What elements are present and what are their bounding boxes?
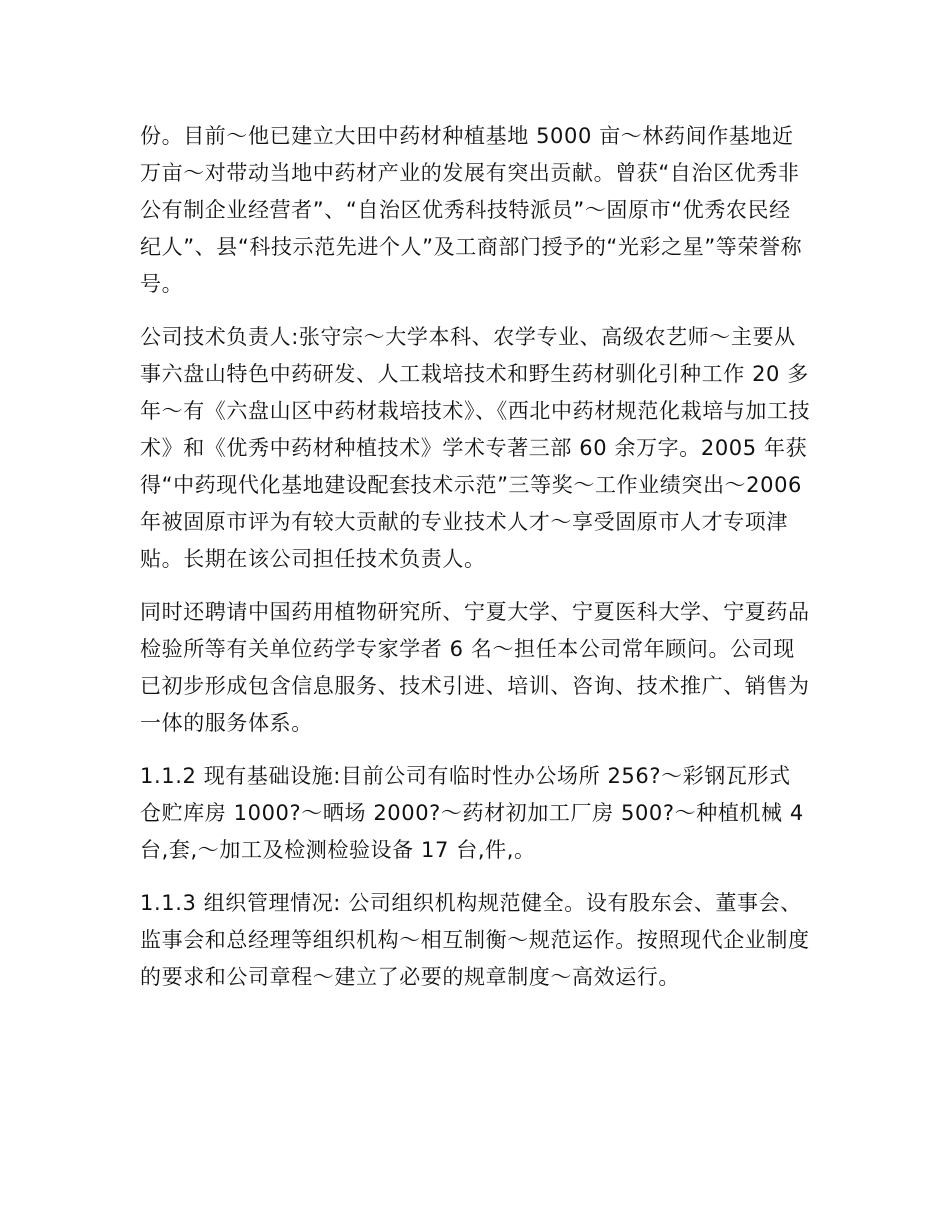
paragraph-infrastructure: 1.1.2 现有基础设施:目前公司有临时性办公场所 256?～彩钢瓦形式仓贮库房 1000?～晒场 2000?～药材初加工厂房 500?～种植机械 4 台,套,～加工及检测检验设备 17 台,件,。 <box>140 764 804 862</box>
document-body <box>140 118 812 1012</box>
paragraph-advisors: 同时还聘请中国药用植物研究所、宁夏大学、宁夏医科大学、宁夏药品检验所等有关单位药学专家学者 6 名～担任本公司常年顾问。公司现已初步形成包含信息服务、技术引进、培训、咨询、技术推广、销售为一体的服务体系。 <box>140 600 810 735</box>
paragraph-technical-lead: 公司技术负责人:张守宗～大学本科、农学专业、高级农艺师～主要从事六盘山特色中药研发、人工栽培技术和野生药材驯化引种工作 20 多年～有《六盘山区中药材栽培技术》、《西北中药材规范化栽培与加工技术》和《优秀中药材种植技术》学术专著三部 60 余万字。2005 年获得“中药现代化基地建设配套技术示范”三等奖～工作业绩突出～2006 年被固原市评为有较大贡献的专业技术人才～享受固原市人才专项津贴。长期在该公司担任技术负责人。 <box>140 325 811 571</box>
paragraph-organization: 1.1.3 组织管理情况: 公司组织机构规范健全。设有股东会、董事会、监事会和总经理等组织机构～相互制衡～规范运作。按照现代企业制度的要求和公司章程～建立了必要的规章制度～高效运行。 <box>140 891 810 989</box>
paragraph-honors: 份。目前～他已建立大田中药材种植基地 5000 亩～林药间作基地近万亩～对带动当地中药材产业的发展有突出贡献。曾获“自治区优秀非公有制企业经营者”、“自治区优秀科技特派员”～固原市“优秀农民经纪人”、县“科技示范先进个人”及工商部门授予的“光彩之星”等荣誉称号。 <box>140 124 803 296</box>
